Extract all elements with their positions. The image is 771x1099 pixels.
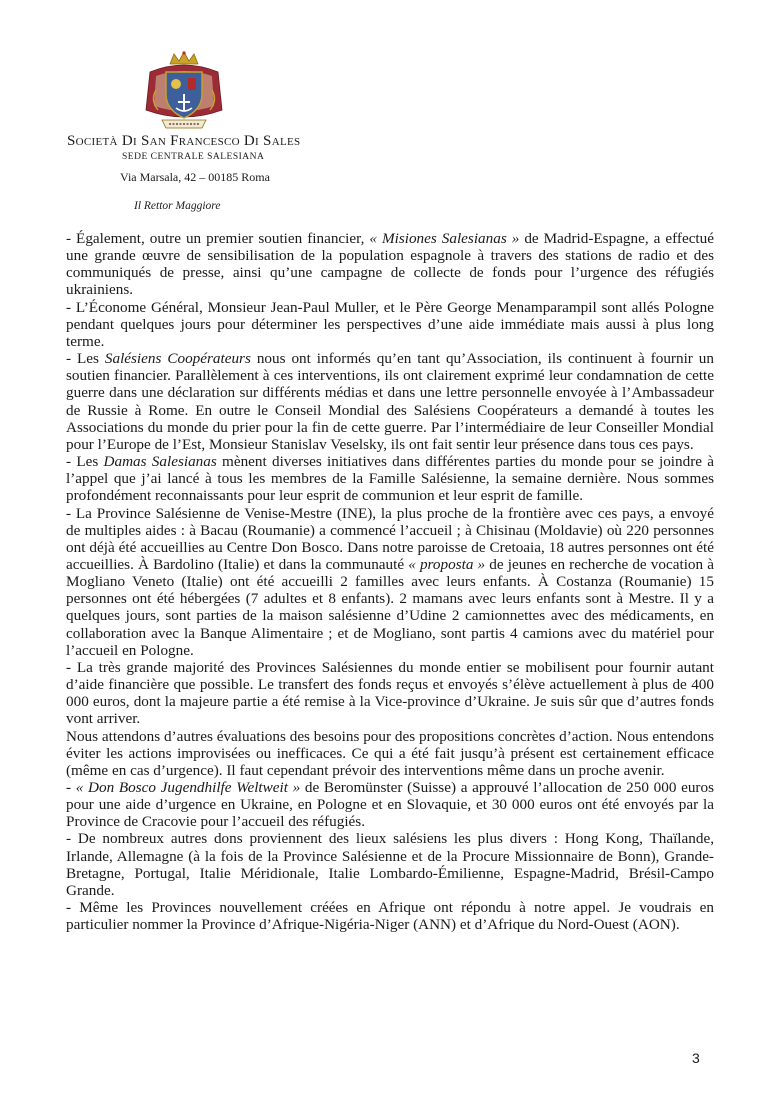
text-run: mènent diverses initiatives dans différentes parties du monde pour se joindre à l’appel que j’ai lancé à tous les membres de la Famille Salésienne, la semaine dernière. Nous sommes profondément reconnaissants pour leur esprit de communion et leur esprit de famille. <box>66 453 714 505</box>
paragraph <box>66 659 714 728</box>
text-run: - La Province Salésienne de Venise-Mestre (INE), la plus proche de la frontière avec ces pays, a envoyé de multiples aides : à Bacau (Roumanie) a commencé l’accueil ; à Chisinau (Moldavie) où 220 personnes ont déjà été accueillies au Centre Don Bosco. Dans notre paroisse de Cretoaia, 18 autres personnes ont été accueillies. À Bardolino (Italie) et dans la communauté <box>66 504 714 573</box>
italic-text: « Misiones Salesianas » <box>369 230 520 247</box>
text-run: Nous attendons d’autres évaluations des besoins pour des propositions concrètes d’action. Nous entendons éviter les actions improvisées ou inefficaces. Ce qui a été fait jusqu’à présent est certainement efficace (même en cas d’urgence). Il faut cependant prévoir des interventions même dans un proche avenir. <box>66 727 714 779</box>
paragraph <box>66 779 714 830</box>
italic-text: Damas Salesianas <box>103 453 217 471</box>
letter-body <box>66 230 714 933</box>
paragraph <box>66 453 714 504</box>
salesian-crest-icon <box>136 50 232 132</box>
paragraph <box>66 230 714 299</box>
paragraph <box>66 899 714 933</box>
text-run: de Beromünster (Suisse) a approuvé l’allocation de 250 000 euros pour une aide d’urgence en Ukraine, en Pologne et en Slovaquie, et 30 000 euros ont été envoyés par la Province de Cracovie pour l’accueil des réfugiés. <box>66 779 714 831</box>
paragraph <box>66 350 714 453</box>
text-run: - La très grande majorité des Provinces Salésiennes du monde entier se mobilisent pour fournir autant d’aide financière que possible. Le transfert des fonds reçus et envoyés s’élève actuellement à plus de 400 000 euros, dont la majeure partie a été remise à la Vice-province d’Ukraine. Je suis sûr que d’autres fonds vont arriver. <box>66 658 714 728</box>
text-run: - Les <box>66 453 104 471</box>
page-number: 3 <box>692 1050 700 1066</box>
text-run: - Également, outre un premier soutien financier, <box>66 230 370 247</box>
text-run: de jeunes en recherche de vocation à Mogliano Veneto (Italie) ont été accueilli 2 familles avec leurs enfants. À Costanza (Roumanie) 15 personnes ont été hébergées (7 adultes et 8 enfants). 2 mamans avec leurs enfants sont à Mestre. Il y a quelques jours, sont parties de la maison salésienne d’Udine 2 camionnettes avec des médicaments, en collaboration avec la Banque Alimentaire ; et de Mogliano, sont partis 4 camions avec du matériel pour l’accueil en Pologne. <box>66 555 714 659</box>
italic-text: « proposta » <box>408 555 486 573</box>
text-run: - Les <box>66 350 105 368</box>
office-title: Il Rettor Maggiore <box>134 200 221 212</box>
paragraph <box>66 830 714 899</box>
paragraph <box>66 299 714 350</box>
headquarters-label: SEDE CENTRALE SALESIANA <box>122 152 265 162</box>
text-run: - L’Économe Général, Monsieur Jean-Paul Muller, et le Père George Menamparampil sont allés Pologne pendant quelques jours pour déterminer les perspectives d’une aide immédiate mais aussi à plus long terme. <box>66 298 714 350</box>
text-run: - <box>66 779 76 796</box>
italic-text: Salésiens Coopérateurs <box>104 350 251 368</box>
address: Via Marsala, 42 – 00185 Roma <box>120 170 270 184</box>
paragraph <box>66 728 714 779</box>
text-run: - Même les Provinces nouvellement créées en Afrique ont répondu à notre appel. Je voudrais en particulier nommer la Province d’Afrique-Nigéria-Niger (ANN) et d’Afrique du Nord-Ouest (AON). <box>66 899 714 934</box>
paragraph <box>66 505 714 659</box>
text-run: - De nombreux autres dons proviennent des lieux salésiens les plus divers : Hong Kong, Thaïlande, Irlande, Allemagne (à la fois de la Province Salésienne et de la Procure Missionnaire de Bonn), Grande-Bretagne, Portugal, Italie Méridionale, Italie Lombardo-Émilienne, Espagne-Madrid, Brésil-Campo Grande. <box>66 830 714 899</box>
text-run: nous ont informés qu’en tant qu’Association, ils continuent à fournir un soutien financier. Parallèlement à ces interventions, ils ont clairement exprimé leur condamnation de cette guerre dans une déclaration sur différents médias et dans une lettre personnelle envoyée à l’Ambassadeur de Russie à Rome. En outre le Conseil Mondial des Salésiens Coopérateurs a demandé à toutes les Associations du monde du prier pour la fin de cette guerre. Par l’intermédiaire de leur Conseiller Mondial pour l’Europe de l’Est, Monsieur Stanislav Veselsky, ils ont fait sentir leur présence dans tous ces pays. <box>66 350 714 453</box>
text-run: de Madrid-Espagne, a effectué une grande œuvre de sensibilisation de la population espagnole à travers des stations de radio et des communiqués de presse, ainsi qu’une campagne de collecte de fonds pour l’urgence des réfugiés ukrainiens. <box>66 230 714 299</box>
italic-text: « Don Bosco Jugendhilfe Weltweit » <box>75 779 301 796</box>
organization-name: Società Di San Francesco Di Sales <box>67 133 301 149</box>
